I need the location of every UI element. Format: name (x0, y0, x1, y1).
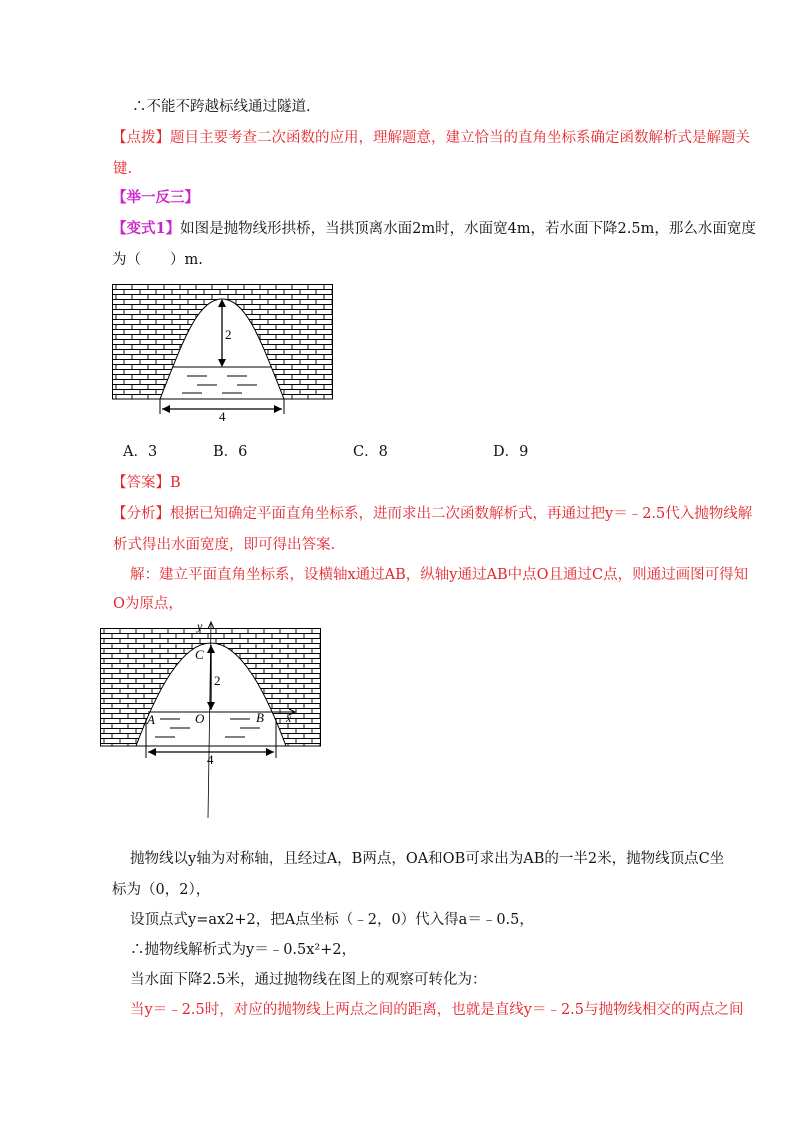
point-a-label: A (147, 712, 155, 727)
variant-line-1 (112, 218, 756, 240)
answer-line (112, 472, 181, 494)
variant-question-1: 如图是抛物线形拱桥，当拱顶离水面2m时，水面宽4m，若水面下降2.5m，那么水面宽度 (180, 221, 756, 237)
point-b-label: B (256, 710, 264, 725)
step-6: 当y＝﹣2.5时，对应的抛物线上两点之间的距离，也就是直线y＝﹣2.5与抛物线相交的两点之间 (130, 1002, 744, 1018)
section-title: 【举一反三】 (112, 189, 199, 206)
option-a: A．3 (123, 444, 158, 460)
x-axis-label: x (286, 711, 292, 725)
analysis-line-1 (112, 503, 752, 525)
solution-line-2: O为原点， (113, 596, 183, 612)
height-label-2: 2 (214, 673, 221, 688)
solution-line-1: 解：建立平面直角坐标系，设横轴x通过AB，纵轴y通过AB中点O且通过C点，则通过画图可得知 (130, 567, 749, 583)
step-2: 标为（0，2）， (112, 882, 211, 898)
step-4: ∴抛物线解析式为y＝﹣0.5x²+2， (130, 942, 357, 958)
analysis-text-2: 析式得出水面宽度，即可得出答案. (113, 537, 336, 553)
option-b: B．6 (213, 444, 248, 460)
step-1: 抛物线以y轴为对称轴，且经过A，B两点，OA和OB可求出为AB的一半2米，抛物线顶点C坐 (130, 851, 725, 867)
y-axis-label: y (197, 619, 203, 633)
arch-bridge-figure (112, 284, 334, 424)
analysis-text-1: 根据已知确定平面直角坐标系，进而求出二次函数解析式，再通过把y＝﹣2.5代入抛物线解 (170, 506, 753, 522)
option-c: C．8 (353, 444, 388, 460)
coordinate-arch-figure (100, 618, 324, 818)
step-5: 当水面下降2.5米，通过抛物线在图上的观察可转化为： (130, 972, 487, 988)
tip-line-1 (112, 127, 750, 149)
point-o-label: O (195, 711, 205, 726)
tip-text-1: 题目主要考查二次函数的应用，理解题意，建立恰当的直角坐标系确定函数解析式是解题关 (170, 130, 750, 146)
conclusion-text: ∴不能不跨越标线通过隧道. (132, 99, 311, 115)
width-label-2: 4 (207, 752, 214, 767)
variant-label: 【变式1】 (112, 220, 181, 237)
variant-question-2: 为（ ）m. (112, 252, 203, 268)
tip-label: 【点拨】 (112, 130, 170, 146)
analysis-label: 【分析】 (112, 506, 170, 522)
width-label: 4 (219, 409, 226, 424)
point-c-label: C (195, 647, 204, 662)
answer-label: 【答案】 (112, 475, 170, 491)
option-d: D．9 (493, 444, 529, 460)
tip-text-2: 键. (113, 161, 133, 177)
step-3: 设顶点式y=ax2+2，把A点坐标（﹣2，0）代入得a＝﹣0.5， (130, 912, 534, 928)
answer-value: B (170, 475, 181, 491)
height-label: 2 (225, 327, 232, 342)
